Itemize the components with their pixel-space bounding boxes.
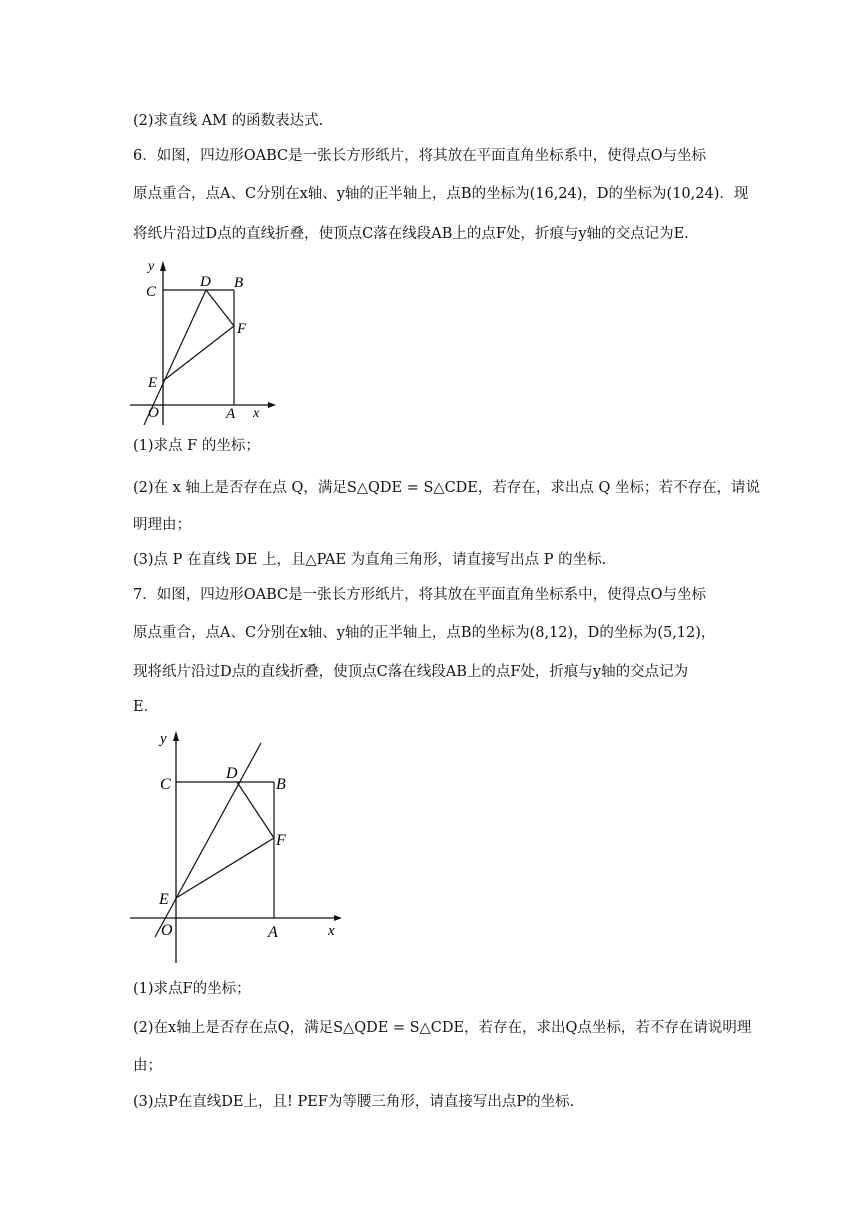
q7-part3: (3)点P在直线DE上，且! PEF为等腰三角形，请直接写出点P的坐标. xyxy=(133,1094,575,1110)
q6-part3: (3)点 P 在直线 DE 上，且△PAE 为直角三角形，请直接写出点 P 的坐标. xyxy=(133,552,607,568)
q6-stem-line3: 将纸片沿过D点的直线折叠，使顶点C落在线段AB上的点F处，折痕与y轴的交点记为E. xyxy=(133,226,689,242)
fig1-label-b: B xyxy=(234,275,244,291)
q6-stem-line1: 6．如图，四边形OABC是一张长方形纸片，将其放在平面直角坐标系中，使得点O与坐标 xyxy=(133,148,706,164)
fig2-label-b: B xyxy=(276,776,286,793)
fig1-label-o: O xyxy=(148,405,159,421)
q6-part2-line1: (2)在 x 轴上是否存在点 Q，满足S△QDE = S△CDE，若存在，求出点 Q 坐标；若不存在，请说 xyxy=(133,480,760,496)
q7-part1: (1)求点F的坐标； xyxy=(133,981,251,997)
q7-stem-line3: 现将纸片沿过D点的直线折叠，使顶点C落在线段AB上的点F处，折痕与y轴的交点记为 xyxy=(133,664,689,680)
fig1-label-d: D xyxy=(200,274,211,290)
fig1-label-a: A xyxy=(226,406,236,422)
fig2-label-d: D xyxy=(226,765,238,782)
q7-figure xyxy=(128,725,348,970)
fig2-label-c: C xyxy=(160,776,171,793)
fig2-label-a: A xyxy=(268,924,278,941)
q6-part1: (1)求点 F 的坐标； xyxy=(133,438,260,454)
fig1-label-y: y xyxy=(148,259,155,274)
fig2-label-e: E xyxy=(159,891,169,908)
fig1-label-c: C xyxy=(146,284,157,300)
q6-figure xyxy=(128,255,278,430)
q5-part2: (2)求直线 AM 的函数表达式. xyxy=(133,113,324,129)
fig1-label-f: F xyxy=(237,321,247,337)
fig2-label-x: x xyxy=(328,923,335,939)
q7-part2-line2: 由； xyxy=(133,1058,162,1074)
fig1-label-e: E xyxy=(148,375,158,391)
q7-stem-line1: 7．如图，四边形OABC是一张长方形纸片，将其放在平面直角坐标系中，使得点O与坐标 xyxy=(133,587,706,603)
fig2-label-f: F xyxy=(276,832,286,849)
q6-stem-line2: 原点重合，点A、C分别在x轴、y轴的正半轴上，点B的坐标为(16,24)，D的坐标为(10,24)．现 xyxy=(133,186,749,202)
fig1-label-x: x xyxy=(253,406,260,421)
q7-part2-line1: (2)在x轴上是否存在点Q，满足S△QDE = S△CDE，若存在，求出Q点坐标，若不存在请说明理 xyxy=(133,1020,752,1036)
q7-stem-line2: 原点重合，点A、C分别在x轴、y轴的正半轴上，点B的坐标为(8,12)，D的坐标为(5,12)， xyxy=(133,625,716,641)
q7-stem-line4: E． xyxy=(133,699,159,715)
q6-part2-line2: 明理由； xyxy=(133,517,191,533)
fig2-label-y: y xyxy=(160,731,167,747)
fig2-label-o: O xyxy=(161,922,173,939)
